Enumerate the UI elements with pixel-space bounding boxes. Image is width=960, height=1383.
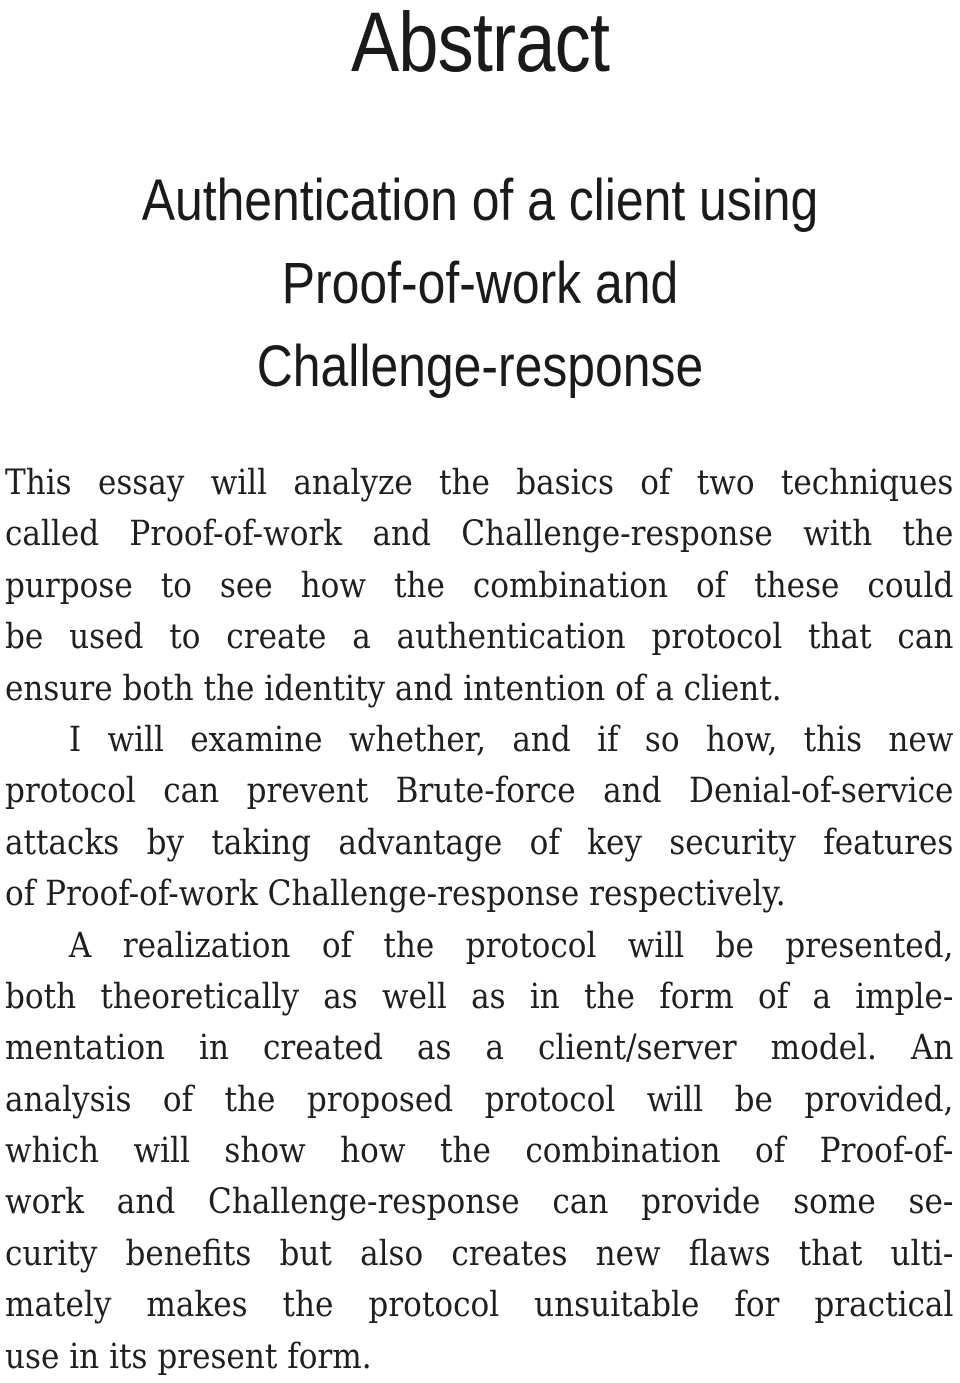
title-line: Authentication of a client using [141,168,819,233]
title-line: Challenge-response [256,334,704,399]
body-line: A realization of the protocol will be presented, [68,925,954,966]
body-line: purpose to see how the combination of these could [5,565,954,606]
body-line: ensure both the identity and intention of a client. [5,668,782,709]
body-line: both theoretically as well as in the form of a imple- [5,976,954,1017]
body-line: of Proof-of-work Challenge-response respectively. [5,874,786,915]
body-line: attacks by taking advantage of key security features [5,822,954,863]
title-line: Proof-of-work and [281,251,679,316]
body-line: This essay will analyze the basics of two techniques [5,463,954,503]
abstract-body [5,458,954,1383]
body-line: mentation in created as a client/server model. An [5,1028,954,1069]
section-heading: Abstract [350,0,610,89]
body-line: work and Challenge-response can provide some se- [5,1182,954,1223]
body-line: I will examine whether, and if so how, this new [68,719,954,760]
body-line: be used to create a authentication protocol that can [5,617,954,658]
body-line: curity benefits but also creates new flaws that ulti- [5,1233,954,1274]
body-line: use in its present form. [5,1336,372,1377]
body-line: which will show how the combination of Proof-of- [5,1131,954,1172]
body-line: protocol can prevent Brute-force and Denial-of-service [5,771,954,812]
body-line: analysis of the proposed protocol will be provided, [5,1079,954,1120]
body-line: mately makes the protocol unsuitable for practical [5,1285,954,1326]
document-title [0,168,960,417]
body-line: called Proof-of-work and Challenge-response with the [5,514,954,555]
